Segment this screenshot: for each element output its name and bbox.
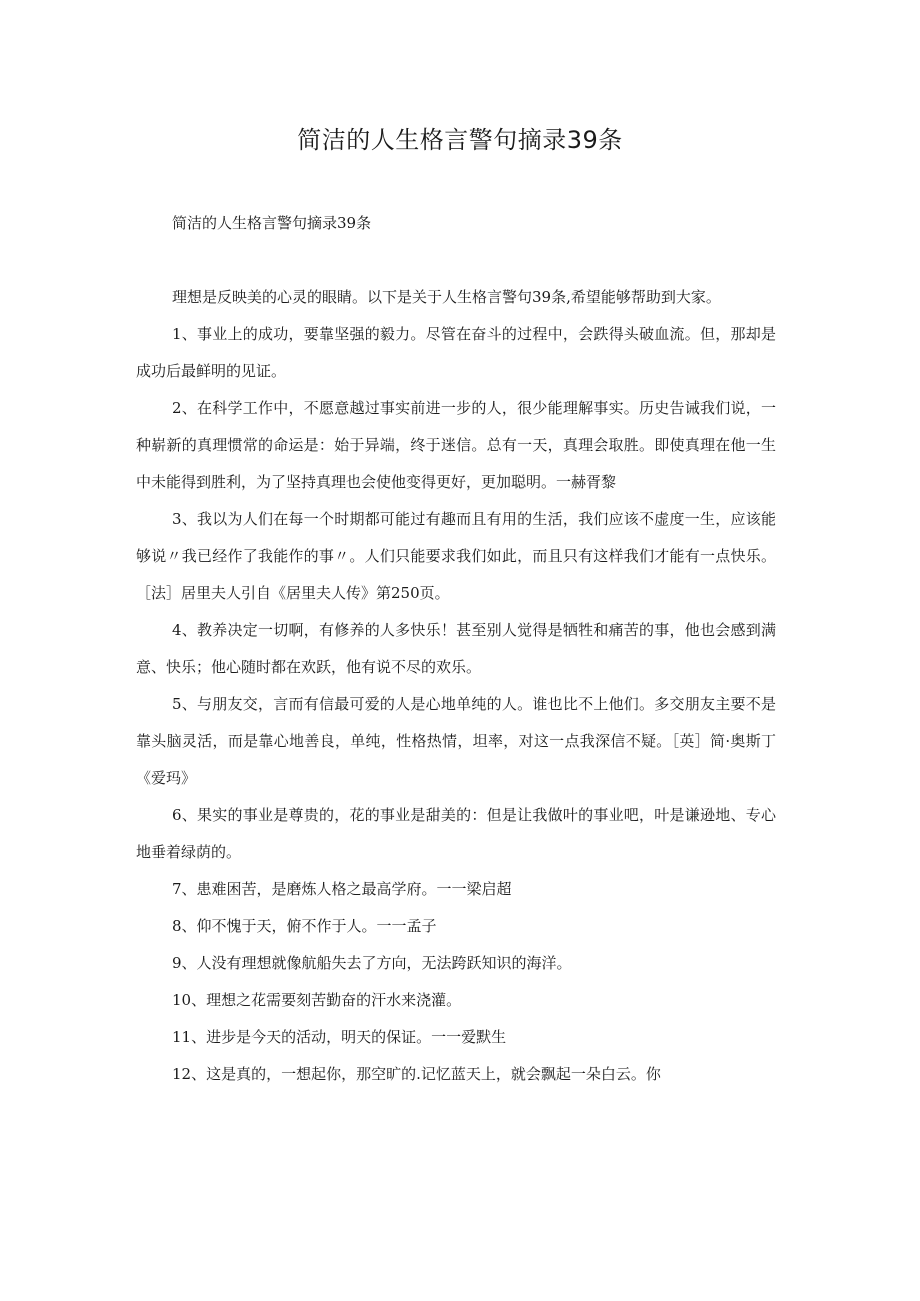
paragraph-quote-6: 6、果实的事业是尊贵的，花的事业是甜美的：但是让我做叶的事业吧，叶是谦逊地、专心地垂着绿荫的。 <box>136 806 776 861</box>
paragraph-quote-5: 5、与朋友交，言而有信最可爱的人是心地单纯的人。谁也比不上他们。多交朋友主要不是靠头脑灵活，而是靠心地善良，单纯，性格热情，坦率，对这一点我深信不疑。［英］简·奥斯丁《爱玛》 <box>136 695 776 787</box>
paragraph-quote-12: 12、这是真的，一想起你，那空旷的.记忆蓝天上，就会飘起一朵白云。你 <box>172 1065 661 1083</box>
document-body <box>136 279 776 1093</box>
paragraph-quote-10: 10、理想之花需要刻苦勤奋的汗水来浇灌。 <box>172 991 462 1009</box>
paragraph-quote-8: 8、仰不愧于天，俯不作于人。一一孟子 <box>172 917 437 935</box>
paragraph-quote-2: 2、在科学工作中，不愿意越过事实前进一步的人，很少能理解事实。历史告诫我们说，一种崭新的真理惯常的命运是：始于异端，终于迷信。总有一天，真理会取胜。即使真理在他一生中未能得到胜利，为了坚持真理也会使他变得更好，更加聪明。一赫胥黎 <box>136 399 776 491</box>
paragraph-quote-3: 3、我以为人们在每一个时期都可能过有趣而且有用的生活，我们应该不虚度一生，应该能够说〃我已经作了我能作的事〃。人们只能要求我们如此，而且只有这样我们才能有一点快乐。［法］居里夫人引自《居里夫人传》第250页。 <box>136 510 776 602</box>
paragraph-quote-11: 11、进步是今天的活动，明天的保证。一一爱默生 <box>172 1028 507 1046</box>
paragraph-intro: 理想是反映美的心灵的眼睛。以下是关于人生格言警句39条,希望能够帮助到大家。 <box>172 288 721 306</box>
paragraph-quote-4: 4、教养决定一切啊，有修养的人多快乐！甚至别人觉得是牺牲和痛苦的事，他也会感到满意、快乐；他心随时都在欢跃，他有说不尽的欢乐。 <box>136 621 776 676</box>
paragraph-quote-1: 1、事业上的成功，要靠坚强的毅力。尽管在奋斗的过程中，会跌得头破血流。但，那却是成功后最鲜明的见证。 <box>136 325 776 380</box>
document-title: 简洁的人生格言警句摘录39条 <box>297 126 623 154</box>
paragraph-quote-9: 9、人没有理想就像航船失去了方向，无法跨跃知识的海洋。 <box>172 954 572 972</box>
document-subtitle: 简洁的人生格言警句摘录39条 <box>172 214 372 232</box>
paragraph-quote-7: 7、患难困苦，是磨炼人格之最高学府。一一梁启超 <box>172 880 512 898</box>
